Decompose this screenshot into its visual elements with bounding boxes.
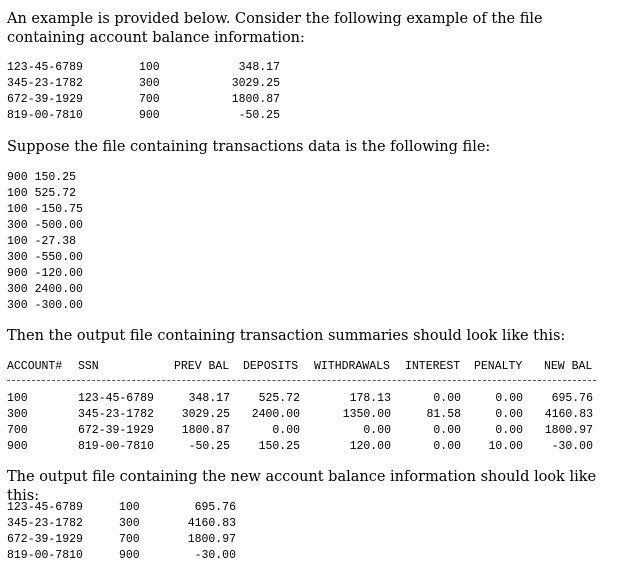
list-item: 300 -300.00: [7, 299, 83, 312]
penalty-cell: 0.00: [495, 392, 523, 405]
ssn-cell: 819-00-7810: [78, 440, 154, 453]
list-item: 300 2400.00: [7, 283, 83, 296]
interest-cell: 0.00: [433, 440, 461, 453]
deposits-cell: 0.00: [272, 424, 300, 437]
withdrawals-cell: 120.00: [349, 440, 391, 453]
account-cell: 700: [139, 93, 160, 106]
balance-cell: 695.76: [194, 501, 236, 514]
prev-bal-cell: 348.17: [188, 392, 230, 405]
transactions-intro: Suppose the file containing transactions data is the following file:: [7, 139, 491, 155]
balance-cell: 1800.97: [187, 533, 236, 546]
withdrawals-cell: 0.00: [363, 424, 391, 437]
account-cell: 100: [7, 392, 28, 405]
account-cell: 100: [139, 61, 160, 74]
deposits-cell: 525.72: [258, 392, 300, 405]
account-cell: 300: [139, 77, 160, 90]
new-bal-cell: 1800.97: [544, 424, 593, 437]
header-prev-bal: PREV BAL: [174, 360, 230, 373]
ssn-cell: 123-45-6789: [78, 392, 154, 405]
ssn-cell: 672-39-1929: [78, 424, 154, 437]
header-penalty: PENALTY: [474, 360, 523, 373]
ssn-cell: 672-39-1929: [7, 93, 83, 106]
header-withdrawals: WITHDRAWALS: [314, 360, 390, 373]
ssn-cell: 819-00-7810: [7, 549, 83, 562]
header-deposits: DEPOSITS: [243, 360, 299, 373]
list-item: 100 -27.38: [7, 235, 77, 248]
balance-cell: -50.25: [238, 109, 280, 122]
new-bal-cell: 4160.83: [544, 408, 593, 421]
account-cell: 700: [119, 533, 140, 546]
list-item: 100 -150.75: [7, 203, 83, 216]
interest-cell: 0.00: [433, 424, 461, 437]
list-item: 300 -550.00: [7, 251, 83, 264]
new-balance-intro: The output file containing the new account balance information should look like this:: [7, 469, 597, 504]
account-cell: 700: [7, 424, 28, 437]
account-cell: 300: [7, 408, 28, 421]
list-item: 100 525.72: [7, 187, 77, 200]
balance-cell: -30.00: [194, 549, 236, 562]
account-cell: 300: [119, 517, 140, 530]
penalty-cell: 0.00: [495, 408, 523, 421]
ssn-cell: 345-23-1782: [78, 408, 154, 421]
intro-paragraph: An example is provided below. Consider the following example of the file containing account balance information:: [7, 11, 543, 46]
balance-cell: 3029.25: [231, 77, 280, 90]
ssn-cell: 345-23-1782: [7, 517, 83, 530]
list-item: 900 150.25: [7, 171, 77, 184]
interest-cell: 0.00: [433, 392, 461, 405]
penalty-cell: 0.00: [495, 424, 523, 437]
header-divider: [7, 380, 596, 381]
new-bal-cell: 695.76: [551, 392, 593, 405]
penalty-cell: 10.00: [488, 440, 523, 453]
ssn-cell: 345-23-1782: [7, 77, 83, 90]
account-cell: 100: [119, 501, 140, 514]
new-bal-cell: -30.00: [551, 440, 593, 453]
list-item: 900 -120.00: [7, 267, 83, 280]
balance-cell: 4160.83: [187, 517, 236, 530]
header-account: ACCOUNT#: [7, 360, 63, 373]
withdrawals-cell: 1350.00: [342, 408, 391, 421]
header-interest: INTEREST: [405, 360, 461, 373]
balance-cell: 348.17: [238, 61, 280, 74]
ssn-cell: 123-45-6789: [7, 501, 83, 514]
interest-cell: 81.58: [426, 408, 461, 421]
account-cell: 900: [7, 440, 28, 453]
header-new-bal: NEW BAL: [544, 360, 593, 373]
ssn-cell: 672-39-1929: [7, 533, 83, 546]
prev-bal-cell: 1800.87: [181, 424, 230, 437]
withdrawals-cell: 178.13: [349, 392, 391, 405]
list-item: 300 -500.00: [7, 219, 83, 232]
summary-intro: Then the output file containing transaction summaries should look like this:: [7, 328, 566, 344]
account-cell: 900: [139, 109, 160, 122]
deposits-cell: 2400.00: [251, 408, 300, 421]
prev-bal-cell: 3029.25: [181, 408, 230, 421]
balance-cell: 1800.87: [231, 93, 280, 106]
ssn-cell: 819-00-7810: [7, 109, 83, 122]
account-cell: 900: [119, 549, 140, 562]
prev-bal-cell: -50.25: [188, 440, 230, 453]
deposits-cell: 150.25: [258, 440, 300, 453]
ssn-cell: 123-45-6789: [7, 61, 83, 74]
header-ssn: SSN: [78, 360, 99, 373]
